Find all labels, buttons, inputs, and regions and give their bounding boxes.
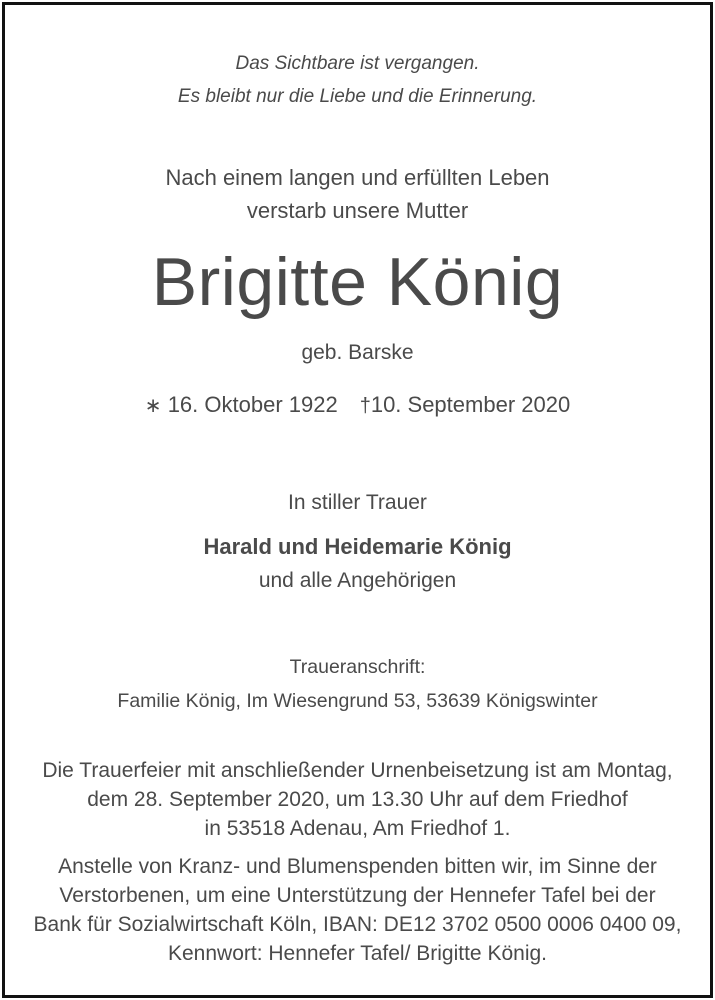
death-date: 10. September 2020 (370, 392, 571, 417)
address-label: Traueranschrift: (289, 656, 426, 678)
ceremony-line-3: in 53518 Adenau, Am Friedhof 1. (204, 817, 511, 840)
deceased-name: Brigitte König (151, 244, 564, 320)
address-value: Familie König, Im Wiesengrund 53, 53639 Königswinter (117, 690, 598, 712)
mourning-family: Harald und Heidemarie König (203, 534, 512, 559)
ceremony-line-1: Die Trauerfeier mit anschließender Urnenbeisetzung ist am Montag, (42, 759, 673, 782)
donation-line-2: Verstorbenen, um eine Unterstützung der Hennefer Tafel bei der (59, 884, 656, 907)
motto-line-2: Es bleibt nur die Liebe und die Erinnerung. (177, 86, 538, 107)
ceremony-line-2: dem 28. September 2020, um 13.30 Uhr auf dem Friedhof (87, 788, 628, 811)
birth-name: geb. Barske (301, 341, 414, 364)
donation-line-1: Anstelle von Kranz- und Blumenspenden bitten wir, im Sinne der (58, 855, 657, 878)
life-dates (0, 394, 715, 416)
mourning-others: und alle Angehörigen (258, 569, 457, 592)
mourning-intro: In stiller Trauer (288, 491, 427, 514)
donation-line-4: Kennwort: Hennefer Tafel/ Brigitte König. (168, 942, 547, 965)
intro-line-2: verstarb unsere Mutter (246, 198, 469, 223)
birth-symbol: ∗ (144, 395, 162, 417)
intro-line-1: Nach einem langen und erfüllten Leben (165, 165, 550, 190)
death-symbol: † (359, 395, 371, 417)
motto-line-1: Das Sichtbare ist vergangen. (235, 53, 480, 74)
donation-line-3: Bank für Sozialwirtschaft Köln, IBAN: DE12 3702 0500 0006 0400 09, (33, 913, 682, 936)
birth-date: 16. Oktober 1922 (167, 392, 338, 417)
